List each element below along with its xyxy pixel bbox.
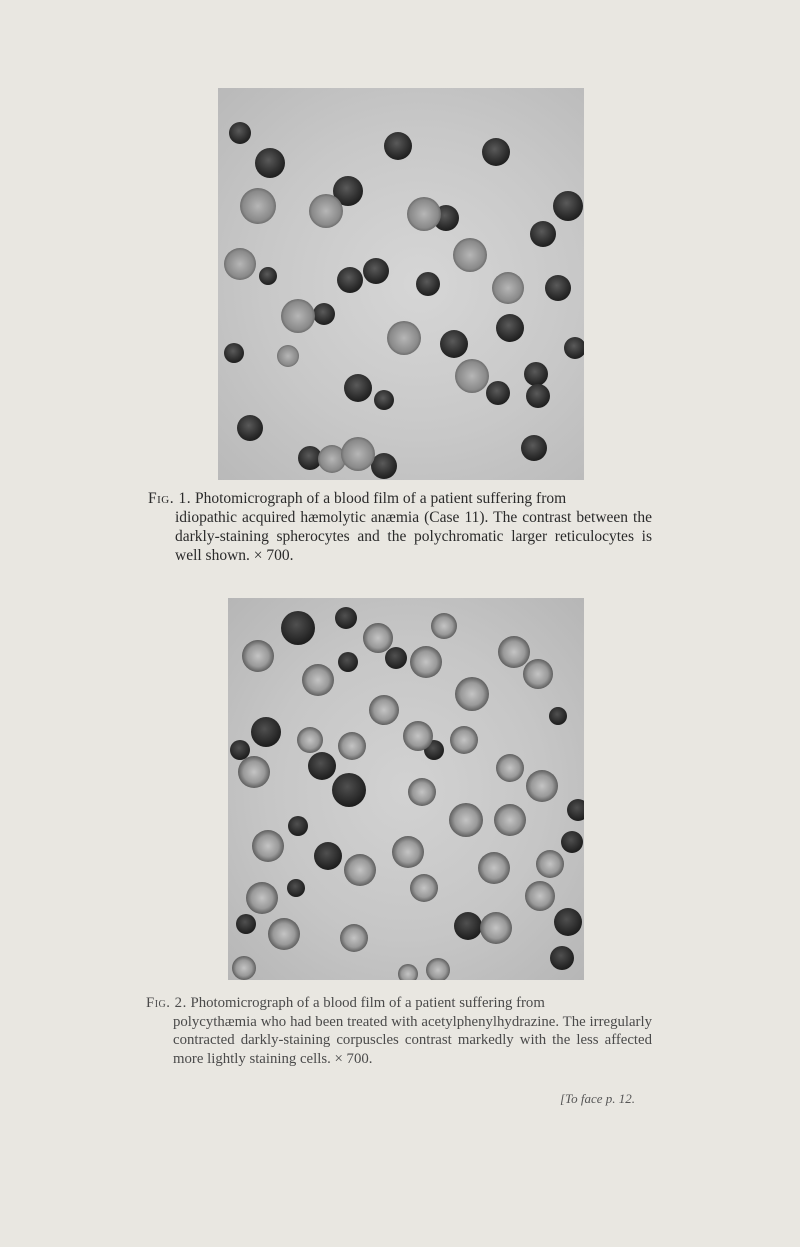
reticulocyte-cells [224, 188, 524, 473]
figure-1-caption [148, 489, 652, 565]
figure-1-label: Fig. 1. [148, 490, 192, 507]
spherocyte-cells [224, 122, 584, 479]
figure-2-photomicrograph [228, 598, 584, 980]
figure-2-label: Fig. 2. [146, 995, 187, 1011]
figure-1-caption-first-line: Photomicrograph of a blood film of a patient suffering from [194, 490, 567, 507]
figure-2-caption [146, 994, 652, 1068]
figure-2-caption-first-line: Photomicrograph of a blood film of a patient suffering from [190, 995, 545, 1011]
face-page-note: [To face p. 12. [560, 1091, 635, 1106]
figure-2-caption-body: polycythæmia who had been treated with acetylphenylhydrazine. The irregularly contracted darkly-staining corpuscles contrast markedly with the less affected more lightly staining cells. × 700. [173, 1013, 652, 1067]
figure-1-photomicrograph [218, 88, 584, 480]
figure-1-caption-body: idiopathic acquired hæmolytic anæmia (Case 11). The contrast between the darkly-staining spherocytes and the polychromatic larger reticulocytes is well shown. × 700. [175, 509, 652, 564]
